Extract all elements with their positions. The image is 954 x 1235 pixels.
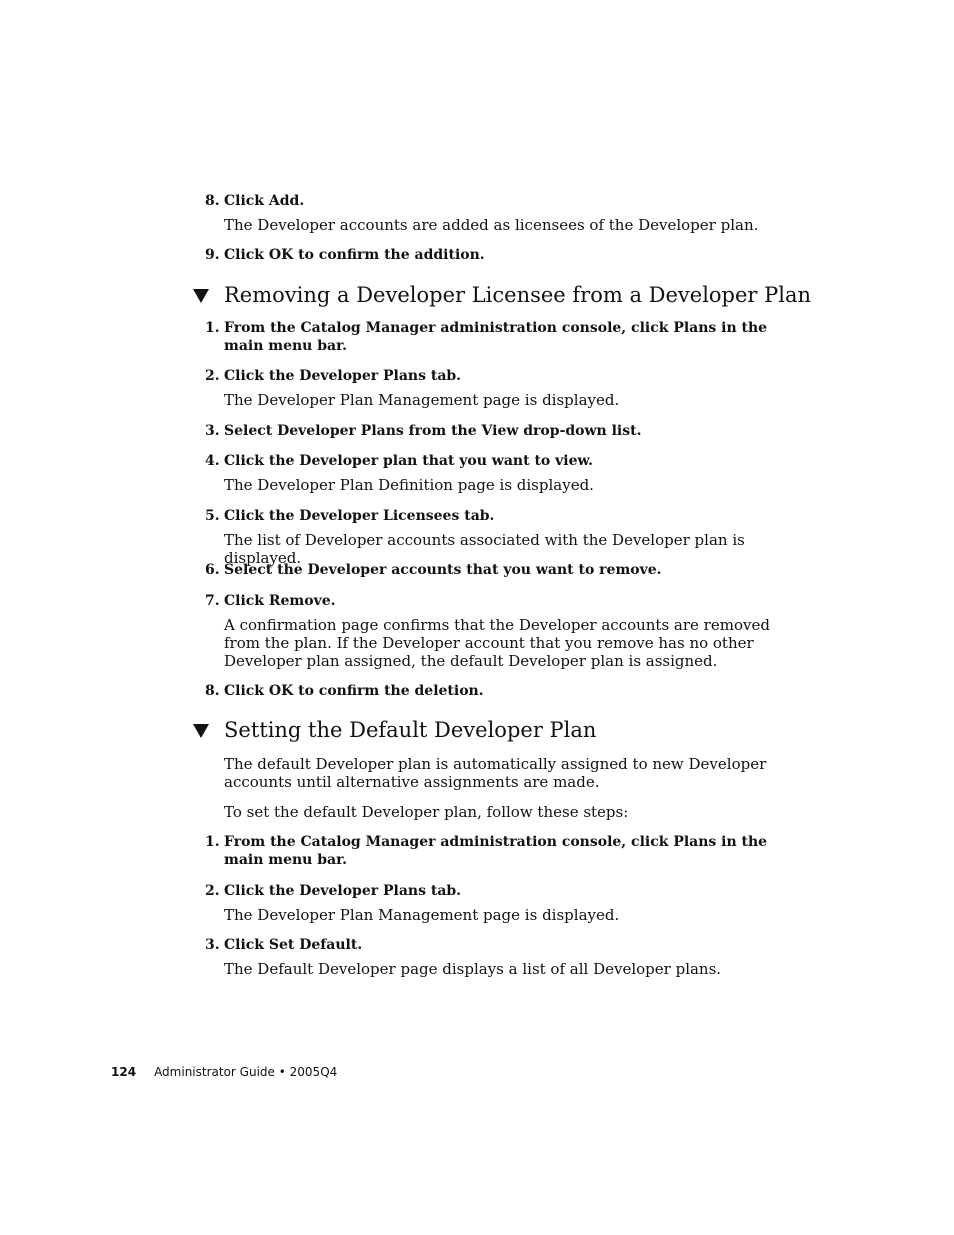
step-number: 2.	[205, 883, 220, 899]
footer-bullet: •	[278, 1065, 286, 1079]
triangle-down-icon	[193, 289, 209, 303]
step-text: Select Developer Plans from the View drop-down list.	[224, 423, 642, 439]
step-number: 6.	[205, 562, 220, 578]
default-plan-steps-intro: To set the default Developer plan, follow these steps:	[224, 803, 629, 821]
step-number: 4.	[205, 453, 220, 469]
step-text: Click OK to confirm the addition.	[224, 247, 485, 263]
step-number: 9.	[205, 247, 220, 263]
step-text: Click Remove.	[224, 593, 336, 609]
step-text: Click the Developer Plans tab.	[224, 883, 462, 899]
footer-title: Administrator Guide	[154, 1065, 275, 1079]
step-8-result: The Developer accounts are added as licensees of the Developer plan.	[224, 216, 759, 234]
step-number: 8.	[205, 683, 220, 699]
step-text: From the Catalog Manager administration console, click Plans in the main menu bar.	[224, 320, 768, 354]
step-number: 3.	[205, 423, 220, 439]
step-text: Click Set Default.	[224, 937, 363, 953]
step-number: 1.	[205, 834, 220, 850]
step-number: 8.	[205, 193, 220, 209]
remove-step-2-result: The Developer Plan Management page is displayed.	[224, 391, 620, 409]
step-text: Click OK to confirm the deletion.	[224, 683, 484, 699]
step-text: From the Catalog Manager administration console, click Plans in the main menu bar.	[224, 834, 768, 868]
remove-step-7-result: A confirmation page confirms that the Developer accounts are removed from the plan. If the Developer account that you remove has no other Developer plan assigned, the default Developer plan is assigned.	[224, 616, 770, 670]
default-step-2-result: The Developer Plan Management page is displayed.	[224, 906, 620, 924]
step-number: 3.	[205, 937, 220, 953]
section-heading-text: Removing a Developer Licensee from a Developer Plan	[224, 283, 812, 307]
triangle-down-icon	[193, 724, 209, 738]
step-text: Click the Developer Licensees tab.	[224, 508, 495, 524]
section-heading-text: Setting the Default Developer Plan	[224, 718, 597, 742]
step-number: 1.	[205, 320, 220, 336]
step-number: 2.	[205, 368, 220, 384]
step-text: Click the Developer plan that you want to view.	[224, 453, 594, 469]
step-text: Select the Developer accounts that you want to remove.	[224, 562, 662, 578]
step-number: 5.	[205, 508, 220, 524]
default-plan-intro: The default Developer plan is automatically assigned to new Developer accounts until alternative assignments are made.	[224, 755, 767, 791]
step-text: Click Add.	[224, 193, 305, 209]
step-text: Click the Developer Plans tab.	[224, 368, 462, 384]
page-number: 124	[111, 1065, 137, 1079]
remove-step-5-result: The list of Developer accounts associated with the Developer plan is displayed.	[224, 531, 745, 567]
step-number: 7.	[205, 593, 220, 609]
remove-step-4-result: The Developer Plan Definition page is displayed.	[224, 476, 594, 494]
page-footer	[111, 1064, 337, 1080]
default-step-3-result: The Default Developer page displays a list of all Developer plans.	[224, 960, 722, 978]
footer-version: 2005Q4	[289, 1065, 338, 1079]
